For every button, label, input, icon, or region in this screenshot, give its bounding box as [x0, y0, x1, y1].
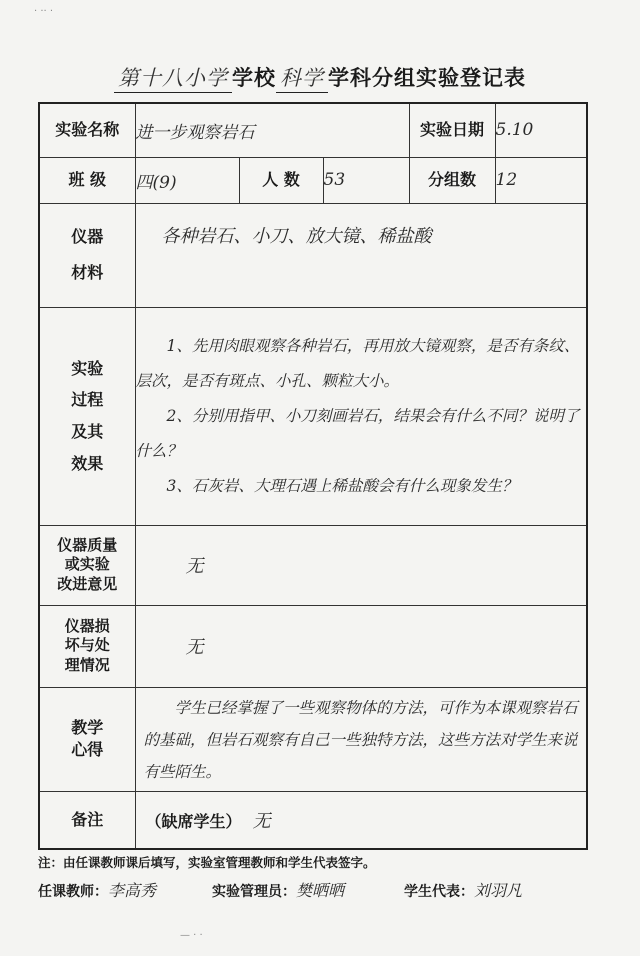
process-value: [135, 307, 587, 525]
process-label-line-4: 效果: [71, 453, 104, 473]
experiment-name-value: 进一步观察岩石: [135, 103, 409, 157]
subject-handwritten: 科学: [276, 62, 328, 93]
row-damage: [39, 605, 587, 687]
process-label-line-2: 过程: [71, 390, 104, 410]
scan-mark: · ·· ·: [34, 6, 54, 17]
footnote: 注：由任课教师课后填写，实验室管理教师和学生代表签字。: [38, 855, 376, 870]
damage-label-line-1: 仪器损: [64, 616, 110, 635]
damage-label: [39, 605, 135, 687]
experiment-register-table: [38, 102, 588, 850]
class-label: 班 级: [39, 157, 135, 203]
teacher-signature: 李高秀: [108, 881, 157, 900]
quality-label-line-1: 仪器质量: [57, 535, 118, 554]
experiment-name-label: 实验名称: [39, 103, 135, 157]
admin-label: 实验管理员：: [212, 884, 296, 900]
quality-label-line-3: 改进意见: [57, 574, 118, 593]
materials-label-line-1: 仪器: [71, 227, 104, 247]
count-value: 53: [323, 157, 409, 203]
school-name-handwritten: 第十八小学: [114, 62, 232, 93]
experiment-date-value: 5.10: [495, 103, 587, 157]
row-experiment-name: [39, 103, 587, 157]
row-remark: [39, 791, 587, 849]
class-value: 四(9): [135, 157, 239, 203]
process-label: [39, 307, 135, 525]
process-step-1: 1、先用肉眼观察各种岩石，再用放大镜观察，是否有条纹、层次，是否有斑点、小孔、颗粒大小。: [135, 336, 580, 390]
absent-students-value: 无: [252, 810, 271, 832]
reflection-label-line-1: 教学: [71, 718, 104, 738]
count-label: 人 数: [239, 157, 323, 203]
groups-label: 分组数: [409, 157, 495, 203]
damage-value: 无: [135, 605, 587, 687]
materials-value: 各种岩石、小刀、放大镜、稀盐酸: [135, 203, 587, 307]
process-step-3: 3、石灰岩、大理石遇上稀盐酸会有什么现象发生？: [166, 476, 518, 495]
scan-mark: — · ·: [180, 930, 203, 941]
student-signature: 刘羽凡: [474, 881, 523, 900]
row-reflection: [39, 687, 587, 791]
remark-label: 备注: [39, 791, 135, 849]
damage-label-line-2: 坏与处: [64, 636, 110, 655]
reflection-label-line-2: 心得: [71, 740, 104, 759]
admin-signature: 樊晒晒: [296, 881, 345, 900]
materials-label-line-2: 材料: [71, 263, 104, 282]
absent-students-label: （缺席学生）: [145, 811, 242, 831]
teacher-label: 任课教师：: [38, 884, 108, 900]
quality-label: [39, 525, 135, 605]
experiment-date-label: 实验日期: [409, 103, 495, 157]
reflection-label: [39, 687, 135, 791]
form-title: [0, 62, 640, 93]
quality-label-line-2: 或实验: [64, 555, 110, 574]
quality-value: 无: [135, 525, 587, 605]
process-label-line-3: 及其: [71, 422, 104, 441]
row-class-info: [39, 157, 587, 203]
process-step-2: 2、分别用指甲、小刀刻画岩石，结果会有什么不同？说明了什么？: [135, 406, 580, 460]
title-suffix: 学科分组实验登记表: [328, 66, 526, 90]
groups-value: 12: [495, 157, 587, 203]
row-materials: [39, 203, 587, 307]
remark-value: [135, 791, 587, 849]
school-word: 学校: [232, 66, 276, 90]
damage-label-line-3: 理情况: [64, 655, 110, 674]
process-label-line-1: 实验: [71, 358, 104, 378]
materials-label: [39, 203, 135, 307]
row-quality: [39, 525, 587, 605]
reflection-value: 学生已经掌握了一些观察物体的方法，可作为本课观察岩石的基础，但岩石观察有自己一些独特方法，这些方法对学生来说有些陌生。: [135, 687, 587, 791]
signature-row: [38, 878, 598, 901]
student-label: 学生代表：: [404, 884, 474, 900]
row-process: [39, 307, 587, 525]
